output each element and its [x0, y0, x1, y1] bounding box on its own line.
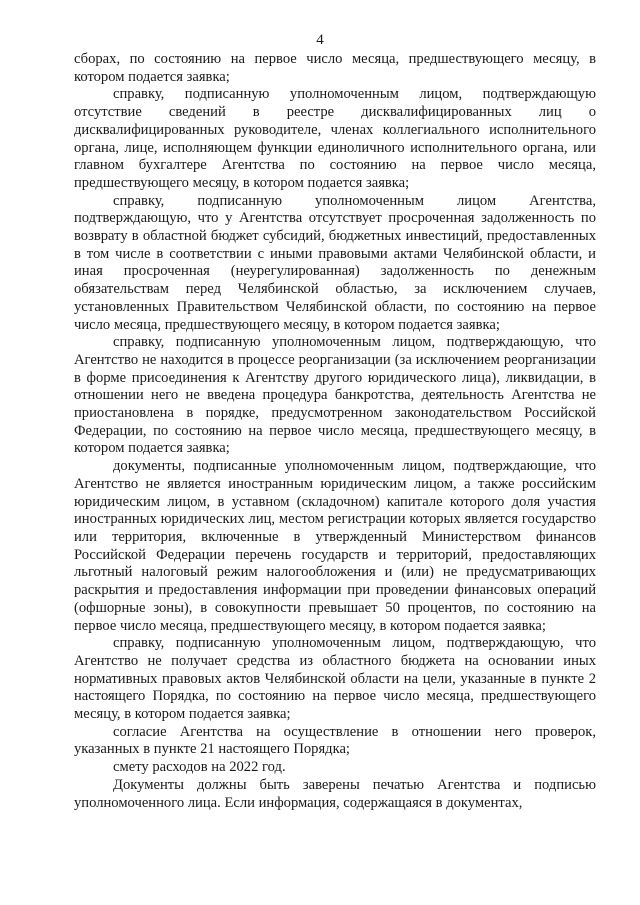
paragraph: документы, подписанные уполномоченным лицом, подтверждающие, что Агентство не является иностранным юридическим лицом, а также российским юридическим лицом, в уставном (складочном) капитале которого доля участия иностранных юридических лиц, местом регистрации которых является государство или территория, включенные в утвержденный Министерством финансов Российской Федерации перечень государств и территорий, предоставляющих льготный налоговый режим налогообложения и (или) не предусматривающих раскрытия и предоставления информации при проведении финансовых операций (офшорные зоны), в совокупности превышает 50 процентов, по состоянию на первое число месяца, предшествующего месяцу, в котором подается заявка;	[74, 458, 596, 634]
paragraph: справку, подписанную уполномоченным лицом Агентства, подтверждающую, что у Агентства отсутствует просроченная задолженность по возврату в областной бюджет субсидий, бюджетных инвестиций, предоставленных в том числе в соответствии с иными правовыми актами Челябинской области, и иная просроченная (неурегулированная) задолженность по денежным обязательствам перед Челябинской областью, за исключением случаев, установленных Правительством Челябинской области, по состоянию на первое число месяца, предшествующего месяцу, в котором подается заявка;	[74, 192, 596, 333]
document-body	[74, 51, 596, 812]
paragraph: согласие Агентства на осуществление в отношении него проверок, указанных в пункте 21 настоящего Порядка;	[74, 723, 596, 758]
paragraph: Документы должны быть заверены печатью Агентства и подписью уполномоченного лица. Если информация, содержащаяся в документах,	[74, 776, 596, 811]
paragraph: справку, подписанную уполномоченным лицом, подтверждающую отсутствие сведений в реестре дисквалифицированных лиц о дисквалифицированных руководителе, членах коллегиального исполнительного органа, лице, исполняющем функции единоличного исполнительного органа, или главном бухгалтере Агентства по состоянию на первое число месяца, предшествующего месяцу, в котором подается заявка;	[74, 86, 596, 191]
paragraph: справку, подписанную уполномоченным лицом, подтверждающую, что Агентство не находится в процессе реорганизации (за исключением реорганизации в форме присоединения к Агентству другого юридического лица), ликвидации, в отношении него не введена процедура банкротства, деятельность Агентства не приостановлена в порядке, предусмотренном законодательством Российской Федерации, по состоянию на первое число месяца, предшествующего месяцу, в котором подается заявка;	[74, 334, 596, 457]
page-number: 4	[316, 32, 324, 48]
paragraph: смету расходов на 2022 год.	[113, 759, 286, 776]
paragraph: сборах, по состоянию на первое число месяца, предшествующего месяцу, в котором подается заявка;	[74, 51, 596, 85]
paragraph: справку, подписанную уполномоченным лицом, подтверждающую, что Агентство не получает средства из областного бюджета на основании иных нормативных правовых актов Челябинской области на цели, указанные в пункте 2 настоящего Порядка, по состоянию на первое число месяца, предшествующего месяцу, в котором подается заявка;	[74, 635, 596, 723]
